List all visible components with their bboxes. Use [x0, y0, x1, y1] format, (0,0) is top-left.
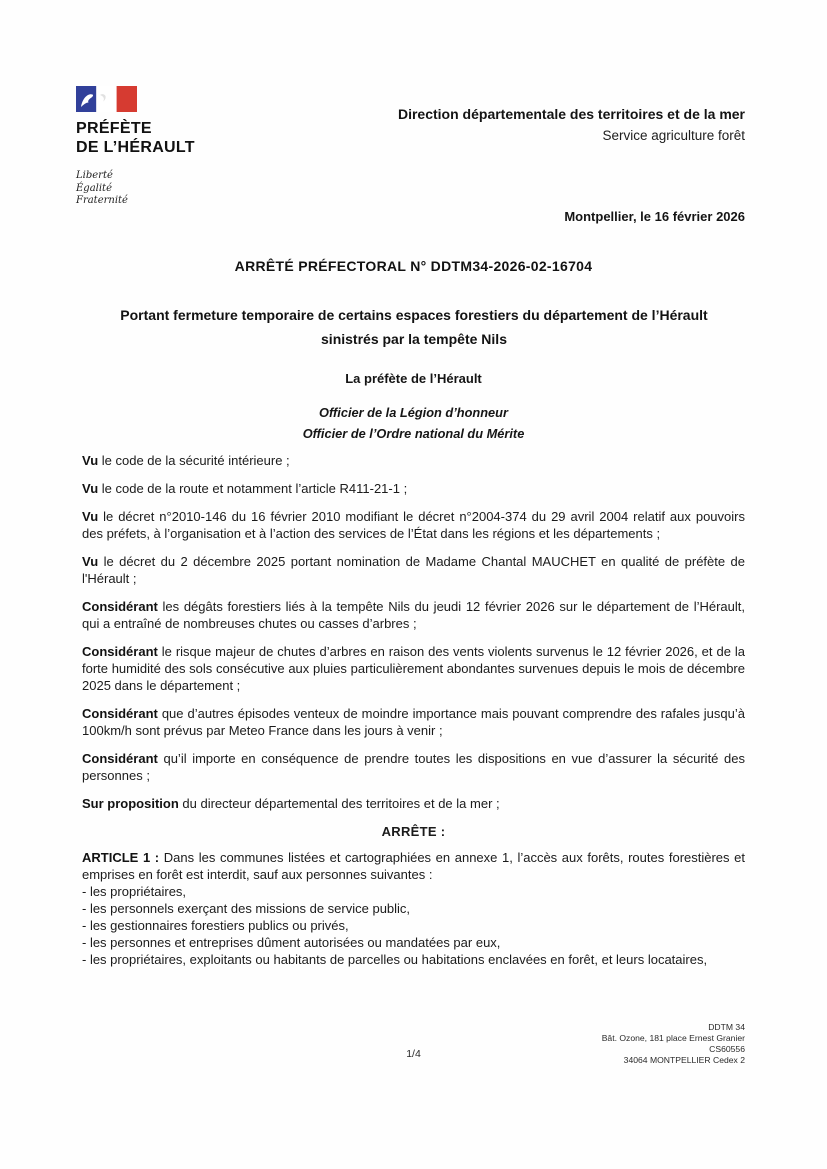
exceptions-list	[82, 883, 745, 968]
motto-fraternite: Fraternité	[76, 195, 128, 206]
recital-lead: Considérant	[82, 644, 158, 659]
motto-egalite: Égalité	[76, 182, 112, 194]
decree-subtitle: Portant fermeture temporaire de certains espaces forestiers du département de l’Hérault sinistrés par la tempête Nils	[120, 307, 708, 347]
exception-item: - les personnels exerçant des missions de service public,	[82, 901, 411, 916]
honor-line-1: Officier de la Légion d’honneur	[319, 405, 508, 420]
article-1-lead: ARTICLE 1 :	[82, 850, 160, 865]
footer-address-line: CS60556	[709, 1044, 745, 1054]
direction-name: Direction départementale des territoires et de la mer	[397, 106, 745, 122]
footer-address-line: Bât. Ozone, 181 place Ernest Granier	[601, 1033, 745, 1043]
agency-name-line1: PRÉFÈTE	[76, 120, 152, 137]
authority-honors	[0, 402, 827, 444]
recital	[82, 750, 745, 784]
republic-motto	[76, 170, 195, 208]
exception-item: - les propriétaires, exploitants ou habitants de parcelles ou habitations enclavées en forêt, et leurs locataires,	[82, 952, 708, 967]
recital	[82, 553, 745, 587]
recital-lead: Vu	[82, 453, 99, 468]
footer-address-block	[602, 1022, 745, 1066]
recital	[82, 795, 745, 812]
french-flag-icon	[76, 86, 137, 112]
recital-lead: Vu	[82, 554, 99, 569]
recital-text: le décret du 2 décembre 2025 portant nomination de Madame Chantal MAUCHET en qualité de préfète de l'Hérault ;	[82, 554, 745, 586]
recital	[82, 508, 745, 542]
prefecture-logo	[76, 86, 195, 208]
exception-item: - les personnes et entreprises dûment autorisées ou mandatées par eux,	[82, 935, 501, 950]
exception-item: - les gestionnaires forestiers publics ou privés,	[82, 918, 349, 933]
decree-body	[82, 452, 745, 968]
article-1-text: Dans les communes listées et cartographiées en annexe 1, l’accès aux forêts, routes forestières et emprises en forêt est interdit, sauf aux personnes suivantes :	[82, 850, 745, 882]
arrete-heading: ARRÊTE :	[381, 824, 446, 839]
agency-name-line2: DE L’HÉRAULT	[76, 139, 195, 156]
service-name: Service agriculture forêt	[602, 128, 745, 143]
recital-text: les dégâts forestiers liés à la tempête Nils du jeudi 12 février 2026 sur le département de l’Hérault, qui a entraîné de nombreuses chutes ou casses d’arbres ;	[82, 599, 745, 631]
recital-text: le risque majeur de chutes d’arbres en raison des vents violents survenus le 12 février 2026, et de la forte humidité des sols consécutive aux pluies particulièrement abondantes survenues depuis le mois de décembre 2025 dans le département ;	[82, 644, 745, 693]
page-number: 1/4	[406, 1048, 421, 1060]
recital-text: le code de la sécurité intérieure ;	[101, 453, 290, 468]
issuing-service-header	[398, 104, 745, 146]
honor-line-2: Officier de l’Ordre national du Mérite	[302, 426, 525, 441]
footer-address-line: 34064 MONTPELLIER Cedex 2	[623, 1055, 745, 1065]
recital	[82, 643, 745, 694]
exception-item: - les propriétaires,	[82, 884, 187, 899]
recital-text: du directeur départemental des territoires et de la mer ;	[182, 796, 500, 811]
motto-liberte: Liberté	[76, 170, 113, 181]
recital-text: le code de la route et notamment l’article R411-21-1 ;	[101, 481, 408, 496]
recital-text: que d’autres épisodes venteux de moindre importance mais pouvant comprendre des rafales jusqu’à 100km/h sont prévus par Meteo France dans les jours à venir ;	[82, 706, 745, 738]
recital	[82, 480, 745, 497]
place-date-line: Montpellier, le 16 février 2026	[564, 209, 745, 224]
recital	[82, 598, 745, 632]
recital-lead: Vu	[82, 481, 99, 496]
decree-title: ARRÊTÉ PRÉFECTORAL N° DDTM34-2026-02-16704	[234, 258, 593, 274]
recital-text: le décret n°2010-146 du 16 février 2010 modifiant le décret n°2004-374 du 29 avril 2004 relatif aux pouvoirs des préfets, à l’organisation et à l’action des services de l’État dans les régions et les départements ;	[82, 509, 745, 541]
recital-lead: Considérant	[82, 751, 158, 766]
footer-address-line: DDTM 34	[708, 1022, 745, 1032]
recital-lead: Considérant	[82, 599, 158, 614]
article-1	[82, 849, 745, 883]
recital-lead: Vu	[82, 509, 99, 524]
recital-text: qu’il importe en conséquence de prendre toutes les dispositions en vue d’assurer la sécurité des personnes ;	[82, 751, 745, 783]
recital	[82, 705, 745, 739]
recital	[82, 452, 745, 469]
recital-lead: Sur proposition	[82, 796, 179, 811]
recital-lead: Considérant	[82, 706, 158, 721]
signing-authority: La préfète de l’Hérault	[345, 371, 482, 386]
